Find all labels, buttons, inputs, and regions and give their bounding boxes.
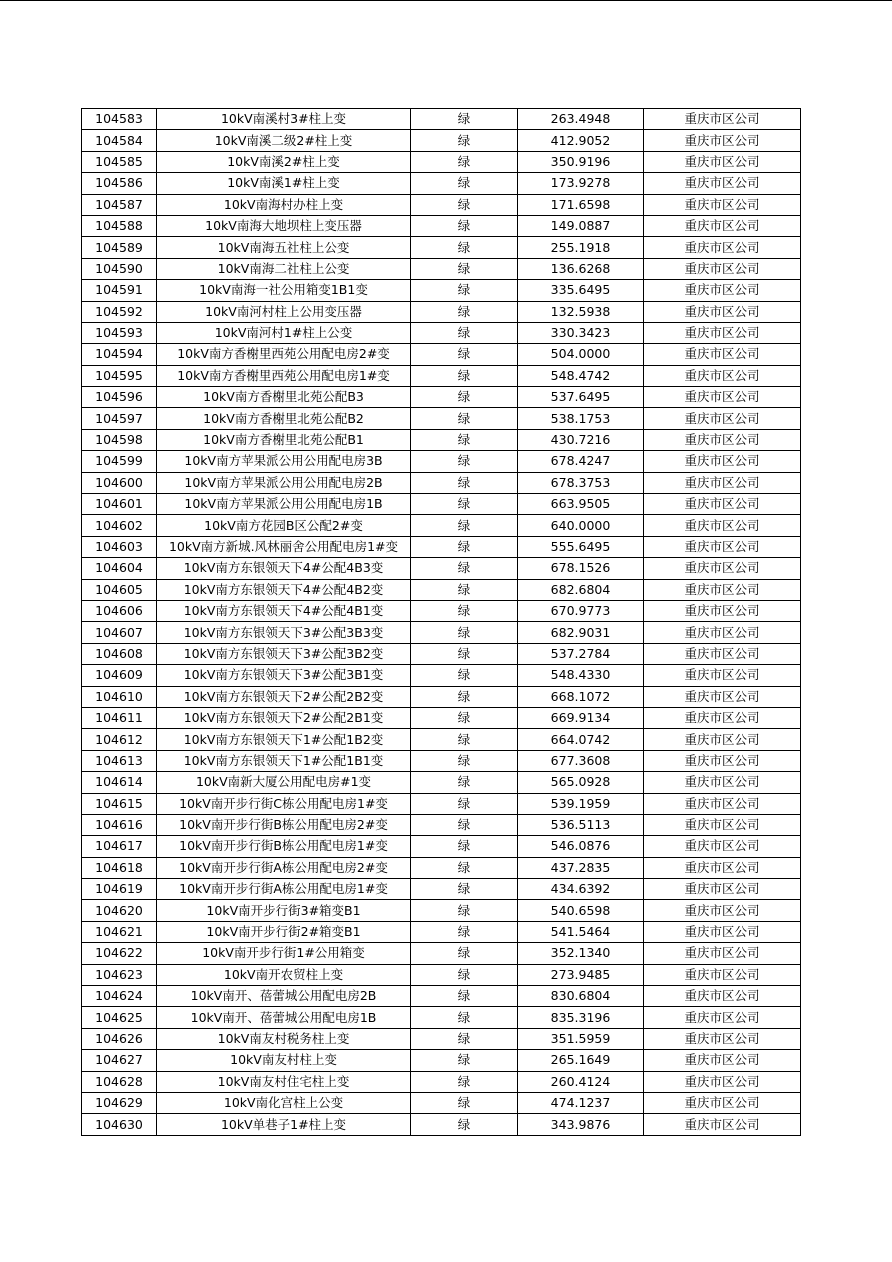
table-row (82, 622, 801, 643)
cell-org: 重庆市区公司 (644, 986, 801, 1007)
cell-color: 绿 (411, 280, 518, 301)
cell-name: 10kV南海一社公用箱变1B1变 (157, 280, 411, 301)
cell-color: 绿 (411, 322, 518, 343)
cell-name: 10kV南方香榭里西苑公用配电房2#变 (157, 344, 411, 365)
cell-org: 重庆市区公司 (644, 686, 801, 707)
cell-name: 10kV南方东银领天下2#公配2B2变 (157, 686, 411, 707)
cell-id: 104593 (82, 322, 157, 343)
cell-color: 绿 (411, 558, 518, 579)
cell-value: 273.9485 (518, 964, 644, 985)
cell-value: 537.6495 (518, 387, 644, 408)
cell-name: 10kV南友村住宅柱上变 (157, 1071, 411, 1092)
cell-value: 640.0000 (518, 515, 644, 536)
cell-org: 重庆市区公司 (644, 536, 801, 557)
cell-org: 重庆市区公司 (644, 515, 801, 536)
cell-name: 10kV南方东银领天下3#公配3B1变 (157, 665, 411, 686)
cell-org: 重庆市区公司 (644, 1092, 801, 1113)
cell-org: 重庆市区公司 (644, 408, 801, 429)
table-row (82, 1114, 801, 1135)
cell-id: 104583 (82, 109, 157, 130)
cell-id: 104627 (82, 1050, 157, 1071)
cell-name: 10kV南友村柱上变 (157, 1050, 411, 1071)
cell-org: 重庆市区公司 (644, 729, 801, 750)
cell-id: 104599 (82, 451, 157, 472)
cell-id: 104621 (82, 921, 157, 942)
table-row (82, 151, 801, 172)
cell-color: 绿 (411, 814, 518, 835)
cell-id: 104585 (82, 151, 157, 172)
table-row (82, 750, 801, 771)
cell-org: 重庆市区公司 (644, 579, 801, 600)
cell-value: 830.6804 (518, 986, 644, 1007)
cell-name: 10kV南溪二级2#柱上变 (157, 130, 411, 151)
cell-value: 330.3423 (518, 322, 644, 343)
cell-color: 绿 (411, 408, 518, 429)
cell-name: 10kV南河村1#柱上公变 (157, 322, 411, 343)
cell-color: 绿 (411, 215, 518, 236)
table-row (82, 1071, 801, 1092)
cell-org: 重庆市区公司 (644, 1050, 801, 1071)
cell-name: 10kV南开步行街1#公用箱变 (157, 943, 411, 964)
cell-name: 10kV南开步行街3#箱变B1 (157, 900, 411, 921)
cell-id: 104629 (82, 1092, 157, 1113)
cell-value: 263.4948 (518, 109, 644, 130)
table-row (82, 558, 801, 579)
table-row (82, 194, 801, 215)
cell-name: 10kV南海五社柱上公变 (157, 237, 411, 258)
cell-color: 绿 (411, 836, 518, 857)
table-row (82, 451, 801, 472)
cell-id: 104620 (82, 900, 157, 921)
table-row (82, 237, 801, 258)
cell-name: 10kV南海村办柱上变 (157, 194, 411, 215)
cell-color: 绿 (411, 921, 518, 942)
cell-name: 10kV南溪1#柱上变 (157, 173, 411, 194)
cell-value: 678.1526 (518, 558, 644, 579)
cell-value: 173.9278 (518, 173, 644, 194)
cell-value: 434.6392 (518, 879, 644, 900)
table-row (82, 772, 801, 793)
table-row (82, 836, 801, 857)
table-row (82, 344, 801, 365)
cell-color: 绿 (411, 365, 518, 386)
cell-org: 重庆市区公司 (644, 258, 801, 279)
cell-value: 669.9134 (518, 707, 644, 728)
cell-id: 104590 (82, 258, 157, 279)
cell-value: 668.1072 (518, 686, 644, 707)
cell-value: 437.2835 (518, 857, 644, 878)
cell-org: 重庆市区公司 (644, 879, 801, 900)
cell-color: 绿 (411, 301, 518, 322)
cell-value: 664.0742 (518, 729, 644, 750)
cell-name: 10kV南方东银领天下4#公配4B2变 (157, 579, 411, 600)
table-row (82, 536, 801, 557)
cell-org: 重庆市区公司 (644, 793, 801, 814)
cell-org: 重庆市区公司 (644, 344, 801, 365)
cell-name: 10kV南方香榭里北苑公配B1 (157, 429, 411, 450)
cell-org: 重庆市区公司 (644, 814, 801, 835)
cell-color: 绿 (411, 344, 518, 365)
page-top-border (0, 0, 892, 1)
cell-color: 绿 (411, 237, 518, 258)
cell-org: 重庆市区公司 (644, 1028, 801, 1049)
table-row (82, 729, 801, 750)
cell-color: 绿 (411, 943, 518, 964)
table-row (82, 1007, 801, 1028)
cell-name: 10kV南方东银领天下1#公配1B1变 (157, 750, 411, 771)
cell-org: 重庆市区公司 (644, 472, 801, 493)
cell-id: 104614 (82, 772, 157, 793)
cell-value: 538.1753 (518, 408, 644, 429)
table-row (82, 173, 801, 194)
cell-color: 绿 (411, 900, 518, 921)
cell-id: 104607 (82, 622, 157, 643)
table-row (82, 986, 801, 1007)
cell-value: 682.9031 (518, 622, 644, 643)
cell-color: 绿 (411, 707, 518, 728)
cell-id: 104616 (82, 814, 157, 835)
cell-org: 重庆市区公司 (644, 237, 801, 258)
cell-name: 10kV南方东银领天下1#公配1B2变 (157, 729, 411, 750)
cell-color: 绿 (411, 857, 518, 878)
cell-value: 682.6804 (518, 579, 644, 600)
cell-org: 重庆市区公司 (644, 943, 801, 964)
cell-org: 重庆市区公司 (644, 600, 801, 621)
table-row (82, 707, 801, 728)
cell-value: 350.9196 (518, 151, 644, 172)
cell-org: 重庆市区公司 (644, 643, 801, 664)
table-row (82, 1050, 801, 1071)
cell-color: 绿 (411, 515, 518, 536)
cell-id: 104630 (82, 1114, 157, 1135)
cell-color: 绿 (411, 1028, 518, 1049)
cell-name: 10kV南溪村3#柱上变 (157, 109, 411, 130)
cell-id: 104623 (82, 964, 157, 985)
cell-color: 绿 (411, 387, 518, 408)
cell-name: 10kV南方东银领天下2#公配2B1变 (157, 707, 411, 728)
cell-name: 10kV南方花园B区公配2#变 (157, 515, 411, 536)
cell-id: 104613 (82, 750, 157, 771)
cell-value: 343.9876 (518, 1114, 644, 1135)
cell-color: 绿 (411, 579, 518, 600)
cell-value: 537.2784 (518, 643, 644, 664)
cell-id: 104602 (82, 515, 157, 536)
cell-org: 重庆市区公司 (644, 836, 801, 857)
cell-org: 重庆市区公司 (644, 1007, 801, 1028)
cell-color: 绿 (411, 429, 518, 450)
cell-name: 10kV南开、蓓蕾城公用配电房1B (157, 1007, 411, 1028)
table-row (82, 408, 801, 429)
table-row (82, 472, 801, 493)
cell-name: 10kV南方东银领天下4#公配4B1变 (157, 600, 411, 621)
cell-value: 171.6598 (518, 194, 644, 215)
cell-id: 104584 (82, 130, 157, 151)
table-row (82, 643, 801, 664)
cell-color: 绿 (411, 194, 518, 215)
table-row (82, 215, 801, 236)
cell-color: 绿 (411, 258, 518, 279)
cell-value: 548.4330 (518, 665, 644, 686)
cell-color: 绿 (411, 1007, 518, 1028)
cell-value: 678.4247 (518, 451, 644, 472)
cell-value: 539.1959 (518, 793, 644, 814)
table-row (82, 1092, 801, 1113)
table-row (82, 857, 801, 878)
cell-color: 绿 (411, 1092, 518, 1113)
cell-value: 555.6495 (518, 536, 644, 557)
cell-id: 104591 (82, 280, 157, 301)
table-row (82, 301, 801, 322)
table-row (82, 322, 801, 343)
cell-name: 10kV南方香榭里西苑公用配电房1#变 (157, 365, 411, 386)
cell-name: 10kV南开步行街C栋公用配电房1#变 (157, 793, 411, 814)
cell-color: 绿 (411, 686, 518, 707)
cell-org: 重庆市区公司 (644, 665, 801, 686)
cell-id: 104617 (82, 836, 157, 857)
cell-color: 绿 (411, 793, 518, 814)
cell-id: 104589 (82, 237, 157, 258)
cell-value: 677.3608 (518, 750, 644, 771)
cell-org: 重庆市区公司 (644, 130, 801, 151)
cell-value: 565.0928 (518, 772, 644, 793)
cell-id: 104605 (82, 579, 157, 600)
cell-value: 536.5113 (518, 814, 644, 835)
cell-color: 绿 (411, 1114, 518, 1135)
cell-org: 重庆市区公司 (644, 194, 801, 215)
table-body (82, 109, 801, 1136)
cell-name: 10kV南方东银领天下3#公配3B3变 (157, 622, 411, 643)
cell-id: 104592 (82, 301, 157, 322)
cell-value: 541.5464 (518, 921, 644, 942)
cell-id: 104587 (82, 194, 157, 215)
cell-id: 104601 (82, 494, 157, 515)
cell-name: 10kV南友村税务柱上变 (157, 1028, 411, 1049)
cell-value: 412.9052 (518, 130, 644, 151)
cell-value: 352.1340 (518, 943, 644, 964)
cell-color: 绿 (411, 665, 518, 686)
cell-id: 104615 (82, 793, 157, 814)
cell-org: 重庆市区公司 (644, 151, 801, 172)
cell-id: 104594 (82, 344, 157, 365)
cell-name: 10kV南开步行街A栋公用配电房2#变 (157, 857, 411, 878)
cell-name: 10kV南方苹果派公用公用配电房3B (157, 451, 411, 472)
table-row (82, 665, 801, 686)
cell-id: 104586 (82, 173, 157, 194)
table-row (82, 280, 801, 301)
cell-org: 重庆市区公司 (644, 900, 801, 921)
cell-org: 重庆市区公司 (644, 1114, 801, 1135)
cell-org: 重庆市区公司 (644, 857, 801, 878)
cell-color: 绿 (411, 964, 518, 985)
cell-name: 10kV南河村柱上公用变压器 (157, 301, 411, 322)
table-row (82, 879, 801, 900)
cell-id: 104608 (82, 643, 157, 664)
cell-name: 10kV南开步行街2#箱变B1 (157, 921, 411, 942)
table-row (82, 258, 801, 279)
cell-id: 104612 (82, 729, 157, 750)
table-row (82, 900, 801, 921)
cell-id: 104604 (82, 558, 157, 579)
cell-id: 104626 (82, 1028, 157, 1049)
cell-id: 104624 (82, 986, 157, 1007)
cell-value: 474.1237 (518, 1092, 644, 1113)
cell-org: 重庆市区公司 (644, 707, 801, 728)
cell-color: 绿 (411, 536, 518, 557)
cell-org: 重庆市区公司 (644, 365, 801, 386)
cell-value: 546.0876 (518, 836, 644, 857)
cell-color: 绿 (411, 109, 518, 130)
cell-org: 重庆市区公司 (644, 280, 801, 301)
cell-value: 255.1918 (518, 237, 644, 258)
cell-name: 10kV南溪2#柱上变 (157, 151, 411, 172)
cell-org: 重庆市区公司 (644, 322, 801, 343)
transformer-table (81, 108, 801, 1136)
cell-name: 10kV南开农贸柱上变 (157, 964, 411, 985)
cell-id: 104609 (82, 665, 157, 686)
cell-color: 绿 (411, 986, 518, 1007)
cell-color: 绿 (411, 151, 518, 172)
cell-org: 重庆市区公司 (644, 387, 801, 408)
cell-color: 绿 (411, 772, 518, 793)
cell-value: 670.9773 (518, 600, 644, 621)
cell-value: 335.6495 (518, 280, 644, 301)
cell-id: 104619 (82, 879, 157, 900)
cell-name: 10kV南新大厦公用配电房#1变 (157, 772, 411, 793)
cell-org: 重庆市区公司 (644, 429, 801, 450)
table-row (82, 494, 801, 515)
table-row (82, 686, 801, 707)
table-row (82, 1028, 801, 1049)
table-row (82, 579, 801, 600)
cell-id: 104598 (82, 429, 157, 450)
table-row (82, 793, 801, 814)
cell-org: 重庆市区公司 (644, 558, 801, 579)
cell-value: 835.3196 (518, 1007, 644, 1028)
cell-org: 重庆市区公司 (644, 964, 801, 985)
cell-value: 265.1649 (518, 1050, 644, 1071)
cell-id: 104610 (82, 686, 157, 707)
cell-color: 绿 (411, 130, 518, 151)
cell-name: 10kV南方香榭里北苑公配B2 (157, 408, 411, 429)
cell-id: 104596 (82, 387, 157, 408)
cell-value: 504.0000 (518, 344, 644, 365)
table-row (82, 964, 801, 985)
cell-name: 10kV南方东银领天下4#公配4B3变 (157, 558, 411, 579)
cell-id: 104588 (82, 215, 157, 236)
table-row (82, 814, 801, 835)
table-row (82, 365, 801, 386)
cell-color: 绿 (411, 472, 518, 493)
cell-org: 重庆市区公司 (644, 301, 801, 322)
table-row (82, 429, 801, 450)
cell-org: 重庆市区公司 (644, 451, 801, 472)
cell-org: 重庆市区公司 (644, 215, 801, 236)
cell-id: 104600 (82, 472, 157, 493)
cell-color: 绿 (411, 600, 518, 621)
cell-value: 260.4124 (518, 1071, 644, 1092)
cell-color: 绿 (411, 643, 518, 664)
cell-id: 104625 (82, 1007, 157, 1028)
cell-name: 10kV南方新城.风林丽舍公用配电房1#变 (157, 536, 411, 557)
cell-id: 104611 (82, 707, 157, 728)
cell-value: 351.5959 (518, 1028, 644, 1049)
cell-name: 10kV南开步行街B栋公用配电房2#变 (157, 814, 411, 835)
cell-name: 10kV单巷子1#柱上变 (157, 1114, 411, 1135)
cell-value: 540.6598 (518, 900, 644, 921)
cell-color: 绿 (411, 451, 518, 472)
table-row (82, 921, 801, 942)
cell-name: 10kV南方苹果派公用公用配电房2B (157, 472, 411, 493)
cell-id: 104606 (82, 600, 157, 621)
cell-name: 10kV南海二社柱上公变 (157, 258, 411, 279)
cell-name: 10kV南开步行街B栋公用配电房1#变 (157, 836, 411, 857)
cell-name: 10kV南方香榭里北苑公配B3 (157, 387, 411, 408)
cell-color: 绿 (411, 1071, 518, 1092)
cell-id: 104618 (82, 857, 157, 878)
cell-id: 104603 (82, 536, 157, 557)
cell-value: 678.3753 (518, 472, 644, 493)
cell-id: 104622 (82, 943, 157, 964)
cell-org: 重庆市区公司 (644, 622, 801, 643)
cell-color: 绿 (411, 173, 518, 194)
table-row (82, 387, 801, 408)
cell-id: 104597 (82, 408, 157, 429)
table-row (82, 109, 801, 130)
cell-color: 绿 (411, 622, 518, 643)
cell-org: 重庆市区公司 (644, 109, 801, 130)
table-row (82, 943, 801, 964)
cell-name: 10kV南方苹果派公用公用配电房1B (157, 494, 411, 515)
cell-name: 10kV南方东银领天下3#公配3B2变 (157, 643, 411, 664)
cell-org: 重庆市区公司 (644, 1071, 801, 1092)
cell-org: 重庆市区公司 (644, 494, 801, 515)
cell-color: 绿 (411, 750, 518, 771)
cell-value: 136.6268 (518, 258, 644, 279)
cell-color: 绿 (411, 729, 518, 750)
cell-org: 重庆市区公司 (644, 921, 801, 942)
cell-value: 430.7216 (518, 429, 644, 450)
cell-name: 10kV南化宫柱上公变 (157, 1092, 411, 1113)
cell-id: 104628 (82, 1071, 157, 1092)
cell-org: 重庆市区公司 (644, 750, 801, 771)
cell-color: 绿 (411, 1050, 518, 1071)
table-row (82, 600, 801, 621)
table-row (82, 130, 801, 151)
table-row (82, 515, 801, 536)
cell-id: 104595 (82, 365, 157, 386)
cell-color: 绿 (411, 494, 518, 515)
cell-value: 663.9505 (518, 494, 644, 515)
cell-name: 10kV南开步行街A栋公用配电房1#变 (157, 879, 411, 900)
cell-value: 548.4742 (518, 365, 644, 386)
cell-value: 132.5938 (518, 301, 644, 322)
cell-org: 重庆市区公司 (644, 173, 801, 194)
cell-name: 10kV南开、蓓蕾城公用配电房2B (157, 986, 411, 1007)
cell-org: 重庆市区公司 (644, 772, 801, 793)
cell-color: 绿 (411, 879, 518, 900)
cell-name: 10kV南海大地坝柱上变压器 (157, 215, 411, 236)
cell-value: 149.0887 (518, 215, 644, 236)
